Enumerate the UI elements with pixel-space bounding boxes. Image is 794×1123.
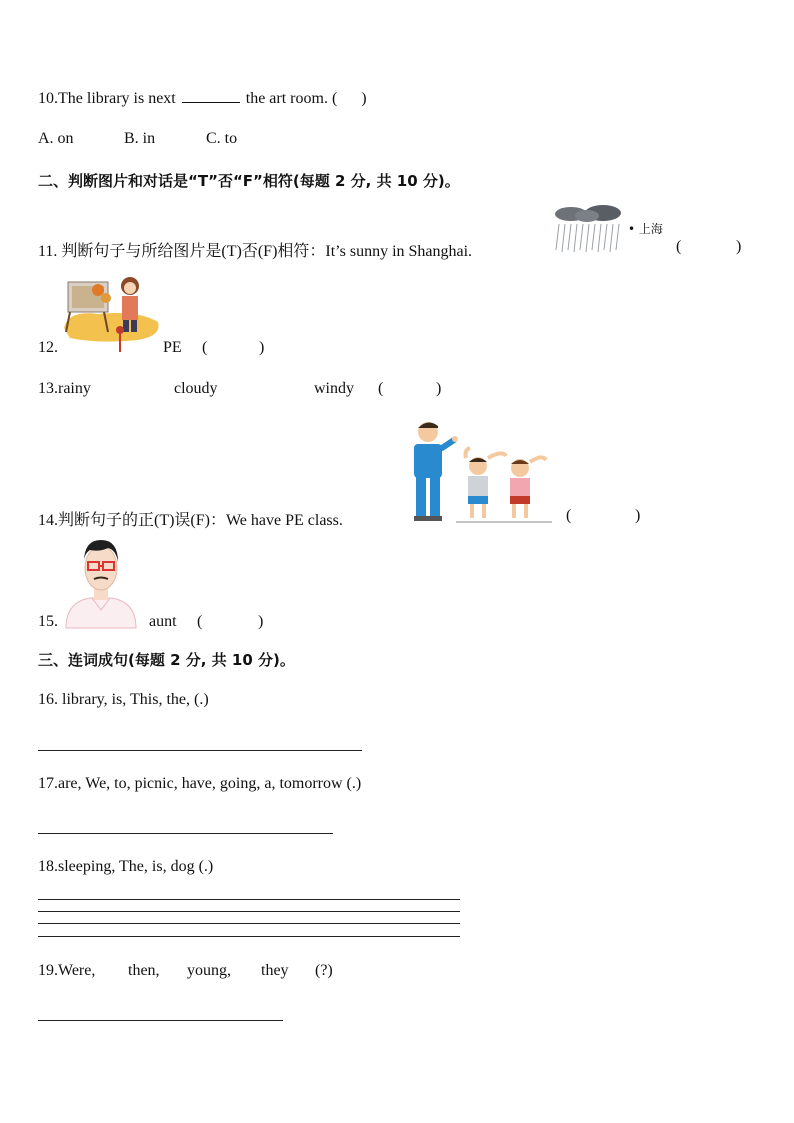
q14-text: 14.判断句子的正(T)误(F)：We have PE class. bbox=[38, 512, 343, 529]
q16-answer-line[interactable] bbox=[38, 750, 362, 751]
q18-answer-line[interactable] bbox=[38, 911, 460, 912]
q14-open-paren: ( bbox=[566, 507, 572, 524]
q18-answer-line[interactable] bbox=[38, 923, 460, 924]
q11-text: 11. 判断句子与所给图片是(T)否(F)相符：It’s sunny in Shanghai. bbox=[38, 243, 473, 260]
q18-answer-line[interactable] bbox=[38, 936, 460, 937]
exercise-class-icon bbox=[406, 418, 552, 524]
q19-word: 19.Were, bbox=[38, 962, 96, 979]
q12-word: PE bbox=[163, 339, 182, 356]
q18-text: 18.sleeping, The, is, dog (.) bbox=[38, 858, 214, 875]
question-10 bbox=[38, 88, 367, 108]
q13-word-windy: windy bbox=[314, 380, 354, 397]
q11-answer-paren[interactable] bbox=[690, 238, 736, 256]
q12-close-paren: ) bbox=[259, 339, 265, 356]
q12-answer-paren[interactable] bbox=[214, 339, 258, 357]
q13-word-cloudy: cloudy bbox=[174, 380, 218, 397]
q19-word: (?) bbox=[315, 962, 333, 979]
q13-close-paren: ) bbox=[436, 380, 442, 397]
q15-open-paren: ( bbox=[197, 613, 203, 630]
q14-answer-paren[interactable] bbox=[578, 507, 634, 525]
q10-option-c[interactable]: C. to bbox=[206, 130, 238, 147]
q14-close-paren: ) bbox=[635, 507, 641, 524]
q10-answer-blank[interactable] bbox=[182, 88, 240, 103]
q10-text-before: 10.The library is next bbox=[38, 90, 180, 107]
q15-word: aunt bbox=[149, 613, 177, 630]
q15-answer-paren[interactable] bbox=[209, 613, 257, 631]
rain-cloud-icon bbox=[553, 204, 628, 256]
q16-text: 16. library, is, This, the, (.) bbox=[38, 691, 209, 708]
map-label-shanghai: • 上海 bbox=[628, 222, 663, 236]
q19-answer-line[interactable] bbox=[38, 1020, 283, 1021]
q11-close-paren: ) bbox=[736, 238, 742, 255]
q17-text: 17.are, We, to, picnic, have, going, a, tomorrow (.) bbox=[38, 775, 362, 792]
q19-word: young, bbox=[187, 962, 231, 979]
section-3-title: 三、连词成句(每题 2 分, 共 10 分)。 bbox=[38, 651, 295, 669]
q13-open-paren: ( bbox=[378, 380, 384, 397]
man-with-glasses-icon bbox=[60, 536, 142, 630]
q15-close-paren: ) bbox=[258, 613, 264, 630]
q19-word: then, bbox=[128, 962, 160, 979]
q10-option-b[interactable]: B. in bbox=[124, 130, 156, 147]
q12-number: 12. bbox=[38, 339, 58, 356]
q13-word-rainy: 13.rainy bbox=[38, 380, 91, 397]
q19-word: they bbox=[261, 962, 289, 979]
q10-option-a[interactable]: A. on bbox=[38, 130, 74, 147]
q10-close-paren: ) bbox=[361, 90, 367, 107]
q18-answer-line[interactable] bbox=[38, 899, 460, 900]
q17-answer-line[interactable] bbox=[38, 833, 333, 834]
q11-open-paren: ( bbox=[676, 238, 682, 255]
section-2-title: 二、判断图片和对话是“T”否“F”相符(每题 2 分, 共 10 分)。 bbox=[38, 172, 460, 190]
painting-class-icon bbox=[58, 270, 166, 354]
q10-text-after: the art room. ( bbox=[241, 90, 338, 107]
q15-number: 15. bbox=[38, 613, 58, 630]
q12-open-paren: ( bbox=[202, 339, 208, 356]
q13-answer-paren[interactable] bbox=[390, 380, 436, 398]
